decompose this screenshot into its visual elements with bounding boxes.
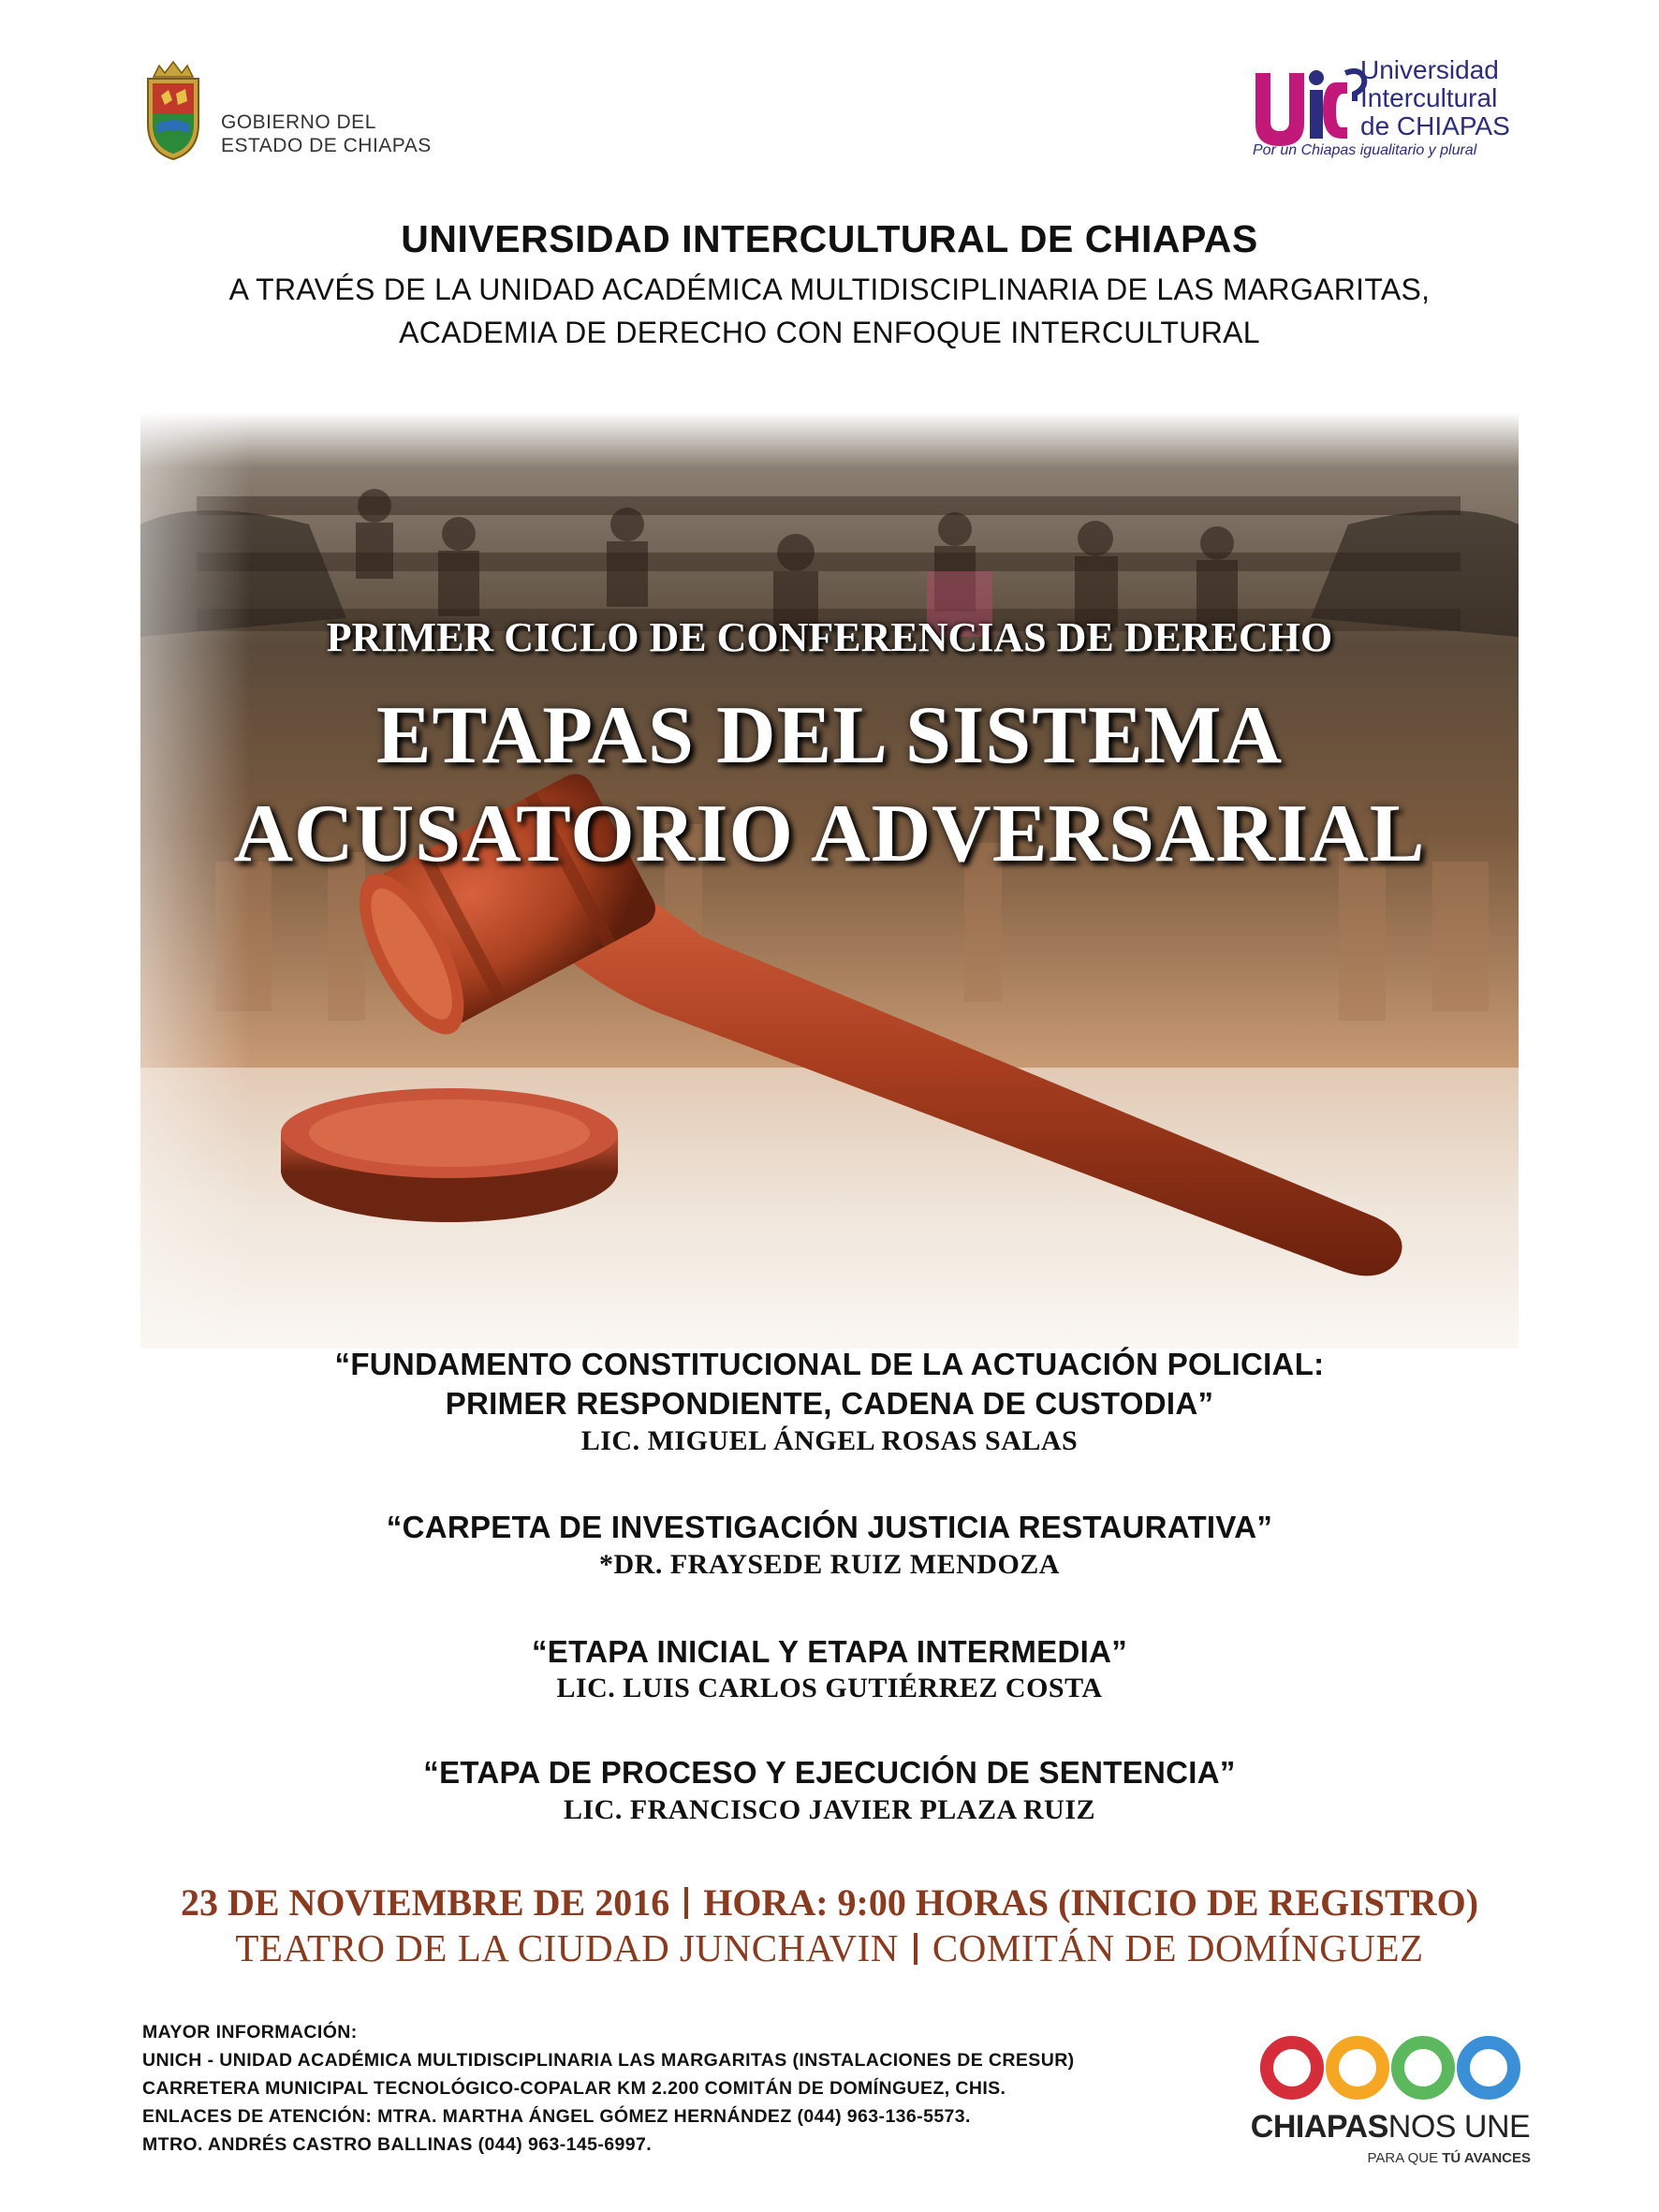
chiapas-tagline — [1250, 2150, 1531, 2166]
coat-of-arms-icon — [140, 58, 206, 161]
university-title: UNIVERSIDAD INTERCULTURAL DE CHIAPAS — [401, 217, 1258, 260]
chiapas-nos-une-logo — [1250, 2030, 1531, 2171]
government-line-1: GOBIERNO DEL — [221, 111, 376, 133]
separator — [914, 1933, 918, 1965]
conference-2-speaker: *DR. FRAYSEDE RUIZ MENDOZA — [599, 1549, 1060, 1580]
government-name — [221, 111, 432, 157]
government-line-2: ESTADO DE CHIAPAS — [221, 135, 432, 156]
venue-city: COMITÁN DE DOMÍNGUEZ — [932, 1926, 1424, 1969]
event-title-line-1: ETAPAS DEL SISTEMA — [375, 690, 1284, 781]
unich-line-3: de CHIAPAS — [1360, 111, 1510, 140]
conference-1-speaker: LIC. MIGUEL ÁNGEL ROSAS SALAS — [580, 1425, 1079, 1456]
event-date: 23 DE NOVIEMBRE DE 2016 — [180, 1881, 670, 1924]
conference-1-title-line-2: PRIMER RESPONDIENTE, CADENA DE CUSTODIA” — [445, 1386, 1214, 1421]
info-line-1: UNICH - UNIDAD ACADÉMICA MULTIDISCIPLINARIA LAS MARGARITAS (INSTALACIONES DE CRESUR) — [142, 2050, 1075, 2071]
conference-2-title: “CARPETA DE INVESTIGACIÓN JUSTICIA RESTAURATIVA” — [386, 1510, 1273, 1544]
chiapas-brand — [1250, 2109, 1531, 2146]
brand-light: NOS UNE — [1387, 2109, 1531, 2145]
event-title-line-2: ACUSATORIO ADVERSARIAL — [233, 789, 1426, 879]
conference-3-speaker: LIC. LUIS CARLOS GUTIÉRREZ COSTA — [556, 1673, 1103, 1703]
unich-name — [1360, 56, 1510, 140]
contact-info — [142, 2018, 1075, 2159]
unich-slogan: Por un Chiapas igualitario y plural — [1253, 142, 1477, 158]
venue-name: TEATRO DE LA CIUDAD JUNCHAVIN — [235, 1926, 899, 1969]
event-venue — [0, 1925, 1659, 1970]
rings-icon — [1250, 2030, 1531, 2105]
event-time: HORA: 9:00 HORAS (INICIO DE REGISTRO) — [703, 1881, 1479, 1924]
conference-4-speaker: LIC. FRANCISCO JAVIER PLAZA RUIZ — [563, 1794, 1096, 1825]
conference-3-title: “ETAPA INICIAL Y ETAPA INTERMEDIA” — [531, 1634, 1128, 1669]
separator — [684, 1887, 688, 1919]
tag-light: PARA QUE — [1367, 2150, 1443, 2166]
subtitle-line-2: ACADEMIA DE DERECHO CON ENFOQUE INTERCULTURAL — [399, 316, 1260, 349]
unich-line-1: Universidad — [1360, 55, 1499, 84]
info-line-3: ENLACES DE ATENCIÓN: MTRA. MARTHA ÁNGEL GÓMEZ HERNÁNDEZ (044) 963-136-5573. — [142, 2106, 971, 2127]
unich-line-2: Intercultural — [1360, 83, 1498, 112]
government-logo — [140, 58, 449, 166]
info-line-2: CARRETERA MUNICIPAL TECNOLÓGICO-COPALAR KM 2.200 COMITÁN DE DOMÍNGUEZ, CHIS. — [142, 2078, 1006, 2099]
info-heading: MAYOR INFORMACIÓN: — [142, 2022, 358, 2042]
brand-bold: CHIAPAS — [1250, 2109, 1388, 2145]
event-date-time — [0, 1880, 1659, 1924]
subtitle-line-1: A TRAVÉS DE LA UNIDAD ACADÉMICA MULTIDISCIPLINARIA DE LAS MARGARITAS, — [228, 273, 1431, 306]
conference-1-title-line-1: “FUNDAMENTO CONSTITUCIONAL DE LA ACTUACIÓN POLICIAL: — [334, 1347, 1325, 1381]
conference-4-title: “ETAPA DE PROCESO Y EJECUCIÓN DE SENTENCIA” — [423, 1755, 1236, 1790]
unich-logo — [1250, 54, 1531, 165]
tag-bold: TÚ AVANCES — [1442, 2150, 1531, 2166]
conference-cycle: PRIMER CICLO DE CONFERENCIAS DE DERECHO — [326, 614, 1333, 660]
info-line-4: MTRO. ANDRÉS CASTRO BALLINAS (044) 963-145-6997. — [142, 2134, 653, 2155]
